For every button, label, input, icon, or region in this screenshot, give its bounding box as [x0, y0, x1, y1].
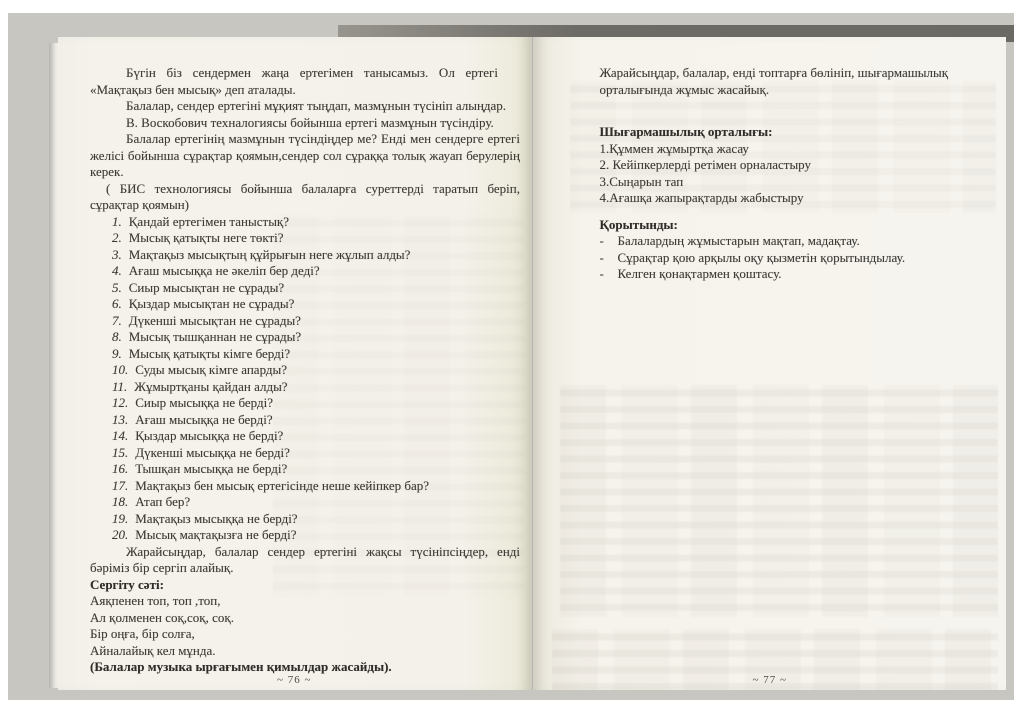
warmup-line: Ал қолменен соқ,соқ, соқ.: [90, 609, 234, 625]
question-number: 4.: [112, 263, 122, 278]
paragraph: Балалар ертегінің мазмұнын түсіндіңдер ме? Енді мен сендерге ертегі желісі бойынша сұрақтар қоямын,сендер сол сұраққа толық жауап берулерің керек.: [90, 131, 520, 179]
question-list: [90, 214, 520, 544]
question-text: Ағаш мысыққа не әкеліп бер деді?: [128, 263, 320, 278]
center-item: 3.Сыңарын тап: [599, 173, 684, 189]
paragraph: Бүгін біз сендермен жаңа ертегімен танысамыз. Ол ертегі «Мақтақыз бен мысық» деп аталады.: [90, 65, 498, 97]
question-item: [112, 263, 520, 280]
question-number: 16.: [112, 461, 129, 476]
question-text: Сиыр мысықтан не сұрады?: [128, 279, 285, 295]
question-item: [112, 230, 520, 247]
question-text: Мақтақыз бен мысық ертегісінде неше кейіпкер бар?: [135, 477, 430, 493]
warmup-title: Сергіту сәті:: [90, 576, 164, 592]
question-item: [112, 395, 520, 412]
conclusion-text: Сұрақтар қою арқылы оқу қызметін қорытындылау.: [617, 249, 906, 265]
question-number: 18.: [112, 494, 129, 509]
question-text: Қандай ертегімен таныстық?: [128, 213, 290, 229]
dash-bullet: -: [599, 233, 604, 248]
intro-paragraph: Жарайсыңдар, балалар, енді топтарға бөлініп, шығармашылық орталығында жұмыс жасайық.: [599, 65, 949, 97]
question-text: Мысық қатықты кімге берді?: [128, 345, 291, 361]
warmup-line: Аяқпенен топ, топ ,топ,: [90, 593, 221, 608]
dash-bullet: -: [599, 249, 604, 265]
question-item: [112, 296, 520, 313]
conclusion-text: Балалардың жұмыстарын мақтап, мадақтау.: [617, 233, 860, 248]
question-item: [112, 247, 520, 264]
question-item: [112, 461, 520, 478]
conclusion-title: Қорытынды:: [599, 216, 678, 232]
question-number: 9.: [112, 345, 122, 361]
question-item: [112, 478, 520, 495]
page-number-right: ~ 77 ~: [752, 674, 787, 686]
question-item: [112, 428, 520, 445]
centers-title: Шығармашылық орталығы:: [599, 124, 773, 139]
question-item: [112, 494, 520, 511]
paragraph: ( БИС технологиясы бойынша балаларға суреттерді таратып беріп, сұрақтар қоямын): [90, 180, 520, 212]
scanner-bed: [8, 13, 1014, 700]
question-text: Мысық қатықты неге төкті?: [128, 230, 284, 245]
conclusion-item: [600, 266, 964, 283]
question-number: 2.: [112, 230, 122, 245]
question-item: [112, 214, 520, 231]
question-text: Мақтақыз мысыққа не берді?: [135, 510, 298, 526]
question-text: Дүкенші мысықтан не сұрады?: [128, 312, 301, 328]
question-item: [112, 313, 520, 330]
question-number: 19.: [112, 510, 129, 526]
question-item: [112, 412, 520, 429]
conclusion-text: Келген қонақтармен қоштасу.: [617, 266, 782, 281]
page-left: [58, 37, 531, 690]
question-number: 20.: [112, 527, 129, 542]
question-number: 3.: [112, 246, 122, 262]
page-number-left: ~ 76 ~: [277, 674, 312, 686]
conclusion-item: [600, 233, 964, 250]
question-item: [112, 511, 520, 528]
page-right-content: [534, 37, 994, 283]
warmup-line: Бір оңға, бір солға,: [90, 626, 195, 641]
question-item: [112, 362, 520, 379]
question-item: [112, 346, 520, 363]
question-item: [112, 445, 520, 462]
question-text: Мысық тышқаннан не сұрады?: [128, 329, 302, 344]
bleed-through-right-middle: [560, 385, 999, 617]
question-text: Қыздар мысыққа не берді?: [135, 428, 284, 443]
question-text: Мысық мақтақызға не берді?: [135, 527, 297, 542]
conclusion-section: [600, 217, 964, 283]
question-item: [112, 280, 520, 297]
question-number: 10.: [112, 362, 129, 377]
question-text: Атап бер?: [135, 494, 191, 509]
question-number: 5.: [112, 279, 122, 295]
center-item: 4.Ағашқа жапырақтарды жабыстыру: [599, 190, 804, 205]
page-right: [534, 37, 1007, 690]
question-text: Ағаш мысыққа не берді?: [135, 411, 273, 427]
creative-centers-section: [600, 124, 964, 207]
paragraph: В. Воскобович техналогиясы бойынша ертегі мазмұнын түсіндіру.: [126, 114, 494, 130]
warmup-note: (Балалар музыка ырғағымен қимылдар жасайды).: [90, 659, 392, 674]
question-item: [112, 527, 520, 544]
paragraph: Балалар, сендер ертегіні мұқият тыңдап, мазмұнын түсініп алыңдар.: [126, 98, 507, 113]
question-text: Тышқан мысыққа не берді?: [135, 461, 288, 476]
center-item: 1.Құммен жұмыртқа жасау: [599, 140, 749, 156]
question-number: 14.: [112, 428, 129, 443]
question-number: 17.: [112, 477, 129, 493]
question-number: 11.: [112, 378, 128, 394]
warmup-line: Айналайық кел мұнда.: [90, 642, 216, 658]
question-text: Суды мысық кімге апарды?: [135, 362, 288, 377]
question-number: 13.: [112, 411, 129, 427]
question-number: 8.: [112, 329, 122, 344]
warmup-section: [90, 577, 520, 676]
question-number: 7.: [112, 312, 122, 328]
question-text: Дүкенші мысыққа не берді?: [135, 444, 290, 460]
question-text: Жұмыртқаны қайдан алды?: [134, 378, 288, 394]
question-number: 1.: [112, 213, 122, 229]
question-item: [112, 329, 520, 346]
question-number: 15.: [112, 444, 129, 460]
closing-paragraph: Жарайсыңдар, балалар сендер ертегіні жақсы түсініпсіңдер, енді бәріміз бір сергіп алайық.: [90, 543, 520, 575]
page-left-content: [58, 37, 531, 676]
question-text: Мақтақыз мысықтың құйрығын неге жұлып алды?: [128, 246, 411, 262]
question-text: Сиыр мысыққа не берді?: [135, 395, 273, 410]
question-item: [112, 379, 520, 396]
conclusion-item: [600, 250, 964, 267]
question-number: 6.: [112, 296, 122, 311]
book-spread: [58, 37, 1006, 690]
question-number: 12.: [112, 395, 129, 410]
dash-bullet: -: [599, 266, 604, 281]
question-text: Қыздар мысықтан не сұрады?: [128, 296, 295, 311]
center-item: 2. Кейіпкерлерді ретімен орналастыру: [599, 157, 812, 172]
